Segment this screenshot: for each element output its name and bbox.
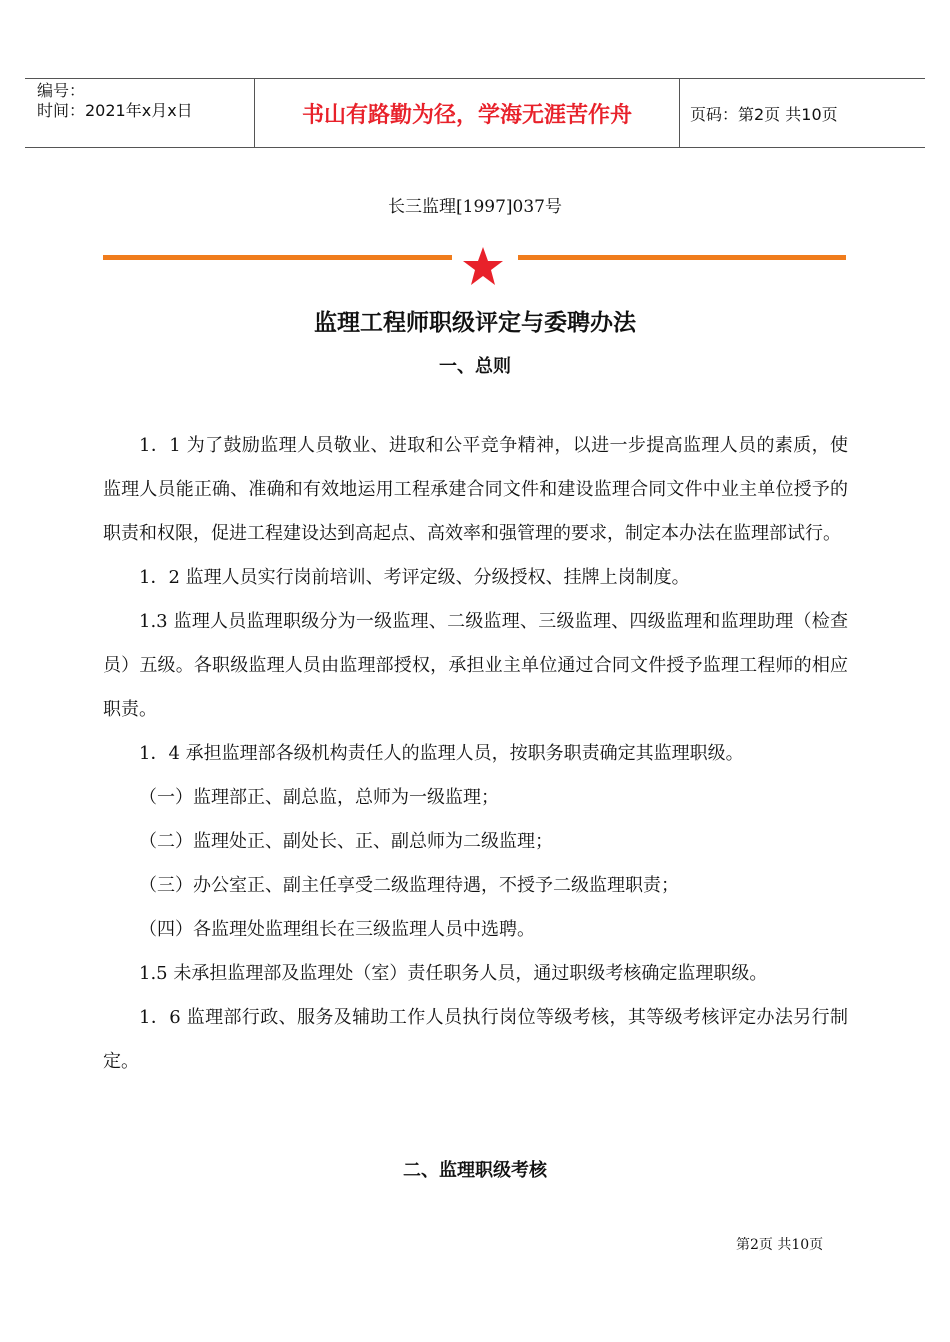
section-heading-general: 一、总则: [439, 356, 511, 377]
header-meta: [25, 79, 254, 147]
document-title: 监理工程师职级评定与委聘办法: [314, 310, 636, 336]
paragraph: （二）监理处正、副处长、正、副总师为二级监理；: [139, 831, 553, 852]
header-page-info: 页码：第2页 共10页: [690, 104, 838, 124]
paragraph: 1．4 承担监理部各级机构责任人的监理人员，按职务职责确定其监理职级。: [139, 743, 744, 764]
paragraph: 1．1 为了鼓励监理人员敬业、进取和公平竞争精神，以进一步提高监理人员的素质，使监理人员能正确、准确和有效地运用工程承建合同文件和建设监理合同文件中业主单位授予的职责和权限，促进工程建设达到高起点、高效率和强管理的要求，制定本办法在监理部试行。: [103, 435, 848, 544]
section-heading-assessment: 二、监理职级考核: [403, 1160, 547, 1181]
red-star-icon: [462, 246, 504, 286]
orange-rule-left: [103, 255, 452, 260]
time-label: 时间：2021年x月x日: [37, 101, 193, 120]
paragraph: 1.5 未承担监理部及监理处（室）责任职务人员，通过职级考核确定监理职级。: [139, 963, 768, 984]
header-motto: 书山有路勤为径，学海无涯苦作舟: [254, 79, 680, 147]
paragraph: （一）监理部正、副总监，总师为一级监理；: [139, 787, 499, 808]
paragraph: （三）办公室正、副主任享受二级监理待遇，不授予二级监理职责；: [139, 875, 679, 896]
orange-rule-right: [518, 255, 846, 260]
document-body: [103, 424, 848, 1084]
document-number: 长三监理[1997]037号: [388, 197, 562, 217]
footer-page-info: 第2页 共10页: [736, 1237, 824, 1253]
header-table: [25, 78, 925, 148]
paragraph: 1.3 监理人员监理职级分为一级监理、二级监理、三级监理、四级监理和监理助理（检查员）五级。各职级监理人员由监理部授权，承担业主单位通过合同文件授予监理工程师的相应职责。: [103, 611, 848, 720]
paragraph: 1．2 监理人员实行岗前培训、考评定级、分级授权、挂牌上岗制度。: [139, 567, 690, 588]
paragraph: （四）各监理处监理组长在三级监理人员中选聘。: [139, 919, 535, 940]
paragraph: 1．6 监理部行政、服务及辅助工作人员执行岗位等级考核，其等级考核评定办法另行制定。: [103, 1007, 848, 1072]
number-label: 编号：: [37, 81, 86, 100]
